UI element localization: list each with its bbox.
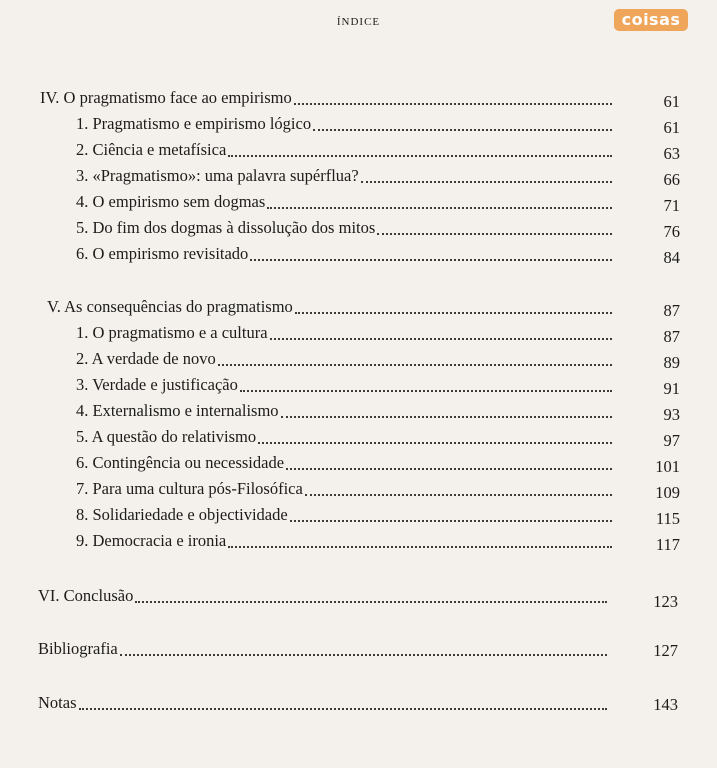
toc-entry-page: 91 <box>663 379 680 398</box>
toc-leader-dots <box>218 362 612 366</box>
toc-entry-label: 3. «Pragmatismo»: uma palavra supérflua? <box>76 164 361 188</box>
toc-entry-label: 5. A questão do relativismo <box>76 425 258 449</box>
toc-entry-page: 71 <box>663 196 680 215</box>
toc-entry-page: 61 <box>663 118 680 137</box>
toc-entry-page: 115 <box>655 509 680 528</box>
toc-entry-label: Bibliografia <box>38 637 120 661</box>
toc-entry <box>76 190 717 214</box>
toc-entry <box>76 529 717 553</box>
toc-entry <box>76 164 717 188</box>
toc-leader-dots <box>240 388 612 392</box>
toc-entry <box>76 112 717 136</box>
toc-entry-page: 61 <box>663 92 680 111</box>
toc-entry-label: 9. Democracia e ironia <box>76 529 228 553</box>
toc-entry-label: 2. A verdade de novo <box>76 347 218 371</box>
toc-leader-dots <box>120 652 607 656</box>
toc-entry <box>76 425 717 449</box>
toc-entry-page: 117 <box>655 535 680 554</box>
toc-entry-label: 3. Verdade e justificação <box>76 373 240 397</box>
toc-entry-label: 6. O empirismo revisitado <box>76 242 250 266</box>
toc-entry-page: 97 <box>663 431 680 450</box>
toc-entry <box>76 477 717 501</box>
toc-entry-page: 66 <box>663 170 680 189</box>
toc-entry-label: VI. Conclusão <box>38 584 135 608</box>
toc-entry-label: 2. Ciência e metafísica <box>76 138 228 162</box>
toc-leader-dots <box>79 706 607 710</box>
toc-leader-dots <box>135 599 607 603</box>
toc-leader-dots <box>361 179 612 183</box>
toc-entry <box>76 399 717 423</box>
toc-entry-label: 1. O pragmatismo e a cultura <box>76 321 270 345</box>
toc-leader-dots <box>295 310 612 314</box>
toc-leader-dots <box>228 153 612 157</box>
toc-entry <box>76 138 717 162</box>
watermark-logo: coisas <box>614 9 688 31</box>
toc-leader-dots <box>228 544 612 548</box>
toc-entry-chapter-iv <box>40 86 717 110</box>
toc-entry-bibliography <box>38 637 717 661</box>
toc-leader-dots <box>377 231 612 235</box>
toc-entry-label: 8. Solidariedade e objectividade <box>76 503 290 527</box>
toc-entry-chapter-v <box>47 295 717 319</box>
toc-entry <box>76 347 717 371</box>
toc-leader-dots <box>250 257 612 261</box>
toc-entry-page: 127 <box>653 641 678 660</box>
toc-entry-label: 6. Contingência ou necessidade <box>76 451 286 475</box>
toc-entry-page: 123 <box>653 592 678 611</box>
toc-leader-dots <box>281 414 612 418</box>
toc-entry-page: 84 <box>663 248 680 267</box>
toc-entry <box>76 451 717 475</box>
toc-entry-label: Notas <box>38 691 79 715</box>
toc-leader-dots <box>270 336 612 340</box>
toc-leader-dots <box>267 205 612 209</box>
toc-leader-dots <box>294 101 612 105</box>
toc-entry-label: V. As consequências do pragmatismo <box>47 295 295 319</box>
toc-entry-label: 4. Externalismo e internalismo <box>76 399 281 423</box>
toc-entry-page: 76 <box>663 222 680 241</box>
toc-leader-dots <box>286 466 612 470</box>
toc-entry-page: 143 <box>653 695 678 714</box>
toc-entry-page: 87 <box>663 327 680 346</box>
toc-entry-label: IV. O pragmatismo face ao empirismo <box>40 86 294 110</box>
toc-entry <box>76 216 717 240</box>
toc-entry-label: 5. Do fim dos dogmas à dissolução dos mitos <box>76 216 377 240</box>
toc-leader-dots <box>305 492 612 496</box>
toc-entry-page: 101 <box>655 457 680 476</box>
toc-entry-page: 63 <box>663 144 680 163</box>
toc-leader-dots <box>313 127 612 131</box>
toc-entry <box>76 242 717 266</box>
toc-leader-dots <box>290 518 612 522</box>
toc-leader-dots <box>258 440 612 444</box>
toc-entry <box>76 321 717 345</box>
toc-entry-label: 4. O empirismo sem dogmas <box>76 190 267 214</box>
toc-entry-chapter-vi <box>38 584 717 611</box>
toc-entry <box>76 373 717 397</box>
toc-entry-label: 7. Para uma cultura pós-Filosófica <box>76 477 305 501</box>
toc-entry <box>76 503 717 527</box>
toc-entry-notes <box>38 691 717 715</box>
page-header-title: ÍNDICE <box>336 16 381 28</box>
toc-entry-page: 93 <box>663 405 680 424</box>
toc-entry-page: 87 <box>663 301 680 320</box>
toc-entry-label: 1. Pragmatismo e empirismo lógico <box>76 112 313 136</box>
toc-entry-page: 89 <box>663 353 680 372</box>
toc-entry-page: 109 <box>655 483 680 502</box>
